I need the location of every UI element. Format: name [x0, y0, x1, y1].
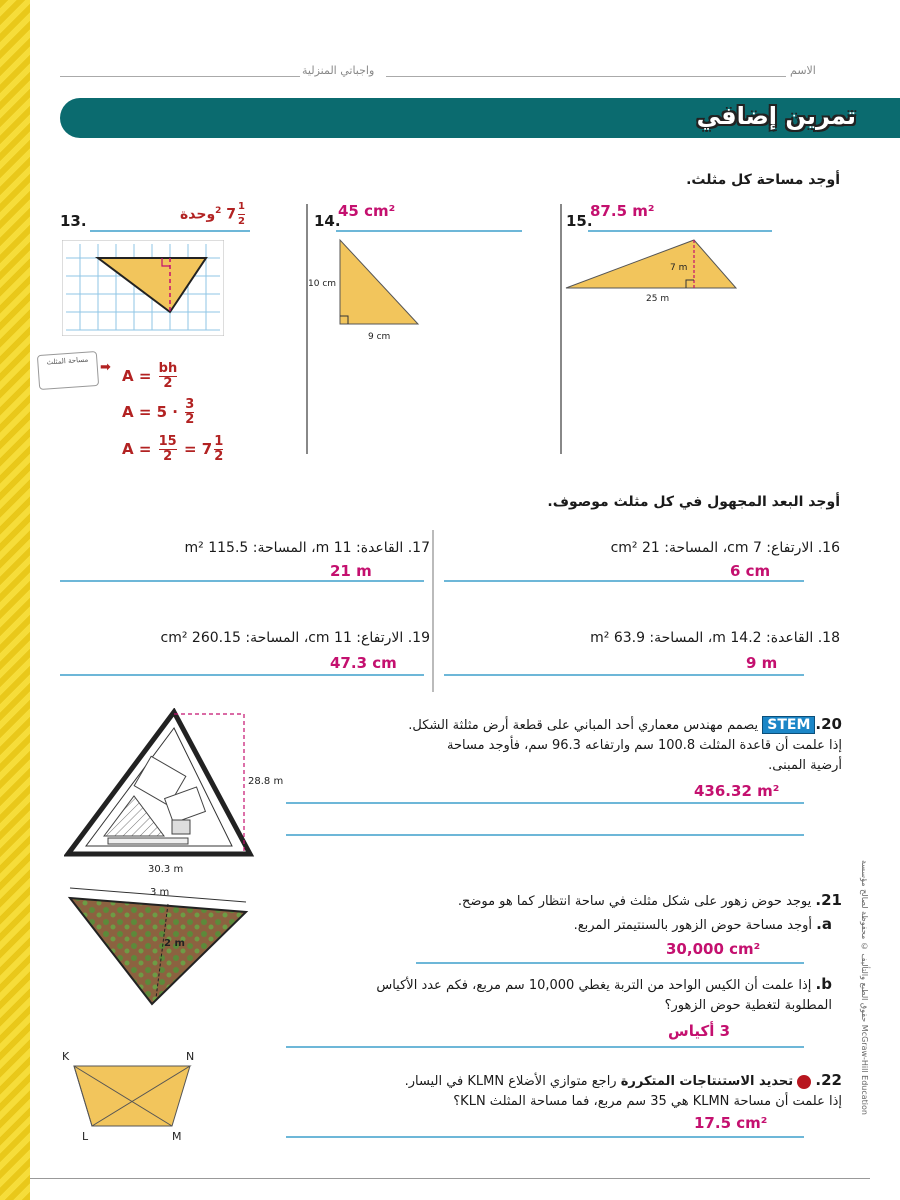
problem-20-answer-line-2	[286, 834, 804, 836]
problem-21a-text: a. أوجد مساحة حوض الزهور بالسنتيمتر المربع.	[573, 915, 832, 933]
vertex-m-label: M	[172, 1130, 182, 1140]
work-line-2: A = 5 · $\frac{3}{2}$	[122, 397, 195, 427]
problem-15-obtuse-triangle	[560, 238, 760, 308]
problem-13-number: 13.	[60, 212, 87, 230]
problem-19-answer-line	[60, 674, 424, 676]
work-note: مساحة المثلث	[37, 351, 99, 390]
problem-20-answer-line-1	[286, 802, 804, 804]
page-bottom-rule	[30, 1178, 870, 1179]
work-arrow-icon: ➡	[100, 360, 111, 375]
problem-21-height-label: 2 m	[164, 938, 185, 949]
section2-instruction: أوجد البعد المجهول في كل مثلث موصوف.	[547, 494, 840, 510]
problem-22-parallelogram-figure	[60, 1040, 240, 1140]
problem-15-answer: 87.5 m²	[590, 202, 655, 220]
problem-17-text: 17. القاعدة: 11 m، المساحة: 115.5 m²	[184, 540, 430, 556]
problem-21b-line-1: b. إذا علمت أن الكيس الواحد من التربة يغطي 10,000 سم مربع، فكم عدد الأكياس	[376, 975, 832, 993]
problem-14-base-label: 9 cm	[368, 332, 391, 342]
vertex-n-label: N	[186, 1050, 195, 1063]
problem-20-height-label: 28.8 m	[248, 776, 284, 787]
homework-label: واجباتي المنزلية	[302, 64, 375, 77]
problem-21b-answer-line	[286, 1046, 804, 1048]
section1-instruction: أوجد مساحة كل مثلث.	[686, 172, 840, 188]
problem-21-base-label: 3 m	[150, 887, 170, 898]
problem-15-number: 15.	[566, 212, 593, 230]
problem-20-line-3: أرضية المبنى.	[768, 758, 842, 773]
divider-section2	[432, 530, 434, 692]
problem-20-answer: 436.32 m²	[694, 782, 780, 800]
homework-line	[60, 76, 300, 77]
problem-19-answer: 47.3 cm	[330, 654, 397, 672]
problem-13-answer-line	[90, 230, 250, 232]
name-label: الاسم	[790, 64, 816, 77]
problem-18-answer-line	[444, 674, 804, 676]
problem-20-line-1: 20.STEM يصمم مهندس معماري أحد المباني على قطعة أرض مثلثة الشكل.	[408, 715, 842, 733]
problem-14-answer: 45 cm²	[338, 202, 396, 220]
problem-22-line-1: 22. تحديد الاستنتاجات المتكررة راجع متوازي الأضلاع KLMN في اليسار.	[404, 1071, 842, 1089]
problem-20-base-label: 30.3 m	[148, 864, 184, 875]
problem-18-text: 18. القاعدة: 14.2 m، المساحة: 63.9 m²	[590, 630, 840, 646]
copyright-sidebar: حقوق الطبع والتأليف © محفوظة لصالح مؤسسة McGraw-Hill Education	[860, 860, 869, 1115]
problem-21a-answer: 30,000 cm²	[666, 940, 761, 958]
work-line-1: A = $\frac{bh}{2}$	[122, 361, 178, 391]
vertex-k-label: K	[62, 1050, 70, 1063]
problem-20-building-figure	[64, 708, 284, 878]
problem-15-answer-line	[588, 230, 772, 232]
problem-14-side-label: 10 cm	[308, 279, 337, 289]
problem-16-answer: 6 cm	[730, 562, 771, 580]
problem-17-answer: 21 m	[330, 562, 372, 580]
problem-15-base-label: 25 m	[646, 294, 670, 304]
problem-21a-answer-line	[416, 962, 804, 964]
problem-22-answer: 17.5 cm²	[694, 1114, 768, 1132]
yellow-binding-stripe	[0, 0, 30, 1200]
problem-16-text: 16. الارتفاع: 7 cm، المساحة: 21 cm²	[610, 540, 840, 556]
problem-21-flowerbed-figure	[60, 882, 260, 1008]
problem-17-answer-line	[60, 580, 424, 582]
problem-21b-line-2: المطلوبة لتغطية حوض الزهور؟	[664, 998, 832, 1013]
problem-14-number: 14.	[314, 212, 341, 230]
problem-14-answer-line	[336, 230, 522, 232]
problem-20-text	[300, 714, 842, 776]
practice-icon	[797, 1075, 811, 1089]
stem-badge: STEM	[762, 716, 815, 734]
worksheet-page	[30, 0, 900, 1200]
problem-14-right-triangle	[306, 238, 456, 344]
problem-22-line-2: إذا علمت أن مساحة KLMN هي 35 سم مربع، فما مساحة المثلث KLN؟	[453, 1094, 842, 1109]
name-line	[386, 76, 786, 77]
title-banner	[60, 98, 900, 138]
problem-21b-answer: 3 أكياس	[668, 1022, 730, 1040]
problem-22-answer-line	[286, 1136, 804, 1138]
problem-20-line-2: إذا علمت أن قاعدة المثلث 100.8 سم وارتفاعه 96.3 سم، فأوجد مساحة	[447, 738, 842, 753]
work-line-3: A = $\frac{15}{2}$ = 7 $\frac{1}{2}$	[122, 434, 224, 464]
problem-21-text: 21. يوجد حوض زهور على شكل مثلث في ساحة انتظار كما هو موضح.	[457, 891, 842, 909]
problem-13-answer: $\frac{1}{2}$ 7 $^2$وحدة	[180, 201, 246, 227]
problem-13-grid-figure	[62, 240, 224, 336]
problem-15-height-label: 7 m	[670, 263, 688, 273]
problem-16-answer-line	[444, 580, 804, 582]
problem-18-answer: 9 m	[746, 654, 778, 672]
banner-title: تمرين إضافي	[696, 102, 856, 130]
problem-19-text: 19. الارتفاع: 11 cm، المساحة: 260.15 cm²	[160, 630, 430, 646]
vertex-l-label: L	[82, 1130, 89, 1140]
